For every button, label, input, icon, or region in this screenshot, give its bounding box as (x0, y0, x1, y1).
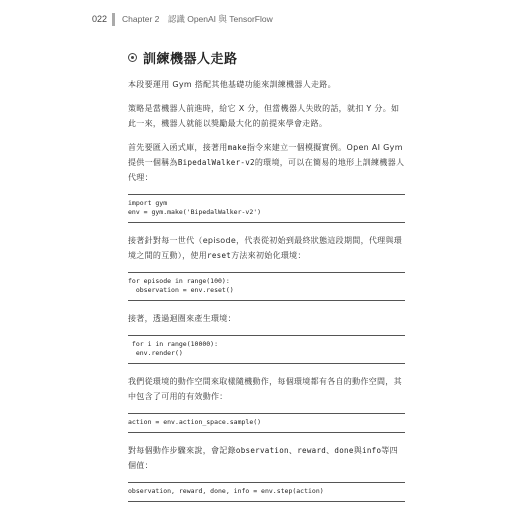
chapter-title: Chapter 2 認識 OpenAI 與 TensorFlow (122, 14, 273, 24)
code-block-render: for i in range(10000): env.render() (128, 335, 405, 364)
inline-code-make: make (227, 143, 247, 152)
page-number: 022 (92, 14, 108, 24)
section-title: 訓練機器人走路 (143, 52, 238, 67)
text: 、 (288, 446, 298, 455)
code-block-step: observation, reward, done, info = env.step(action) (128, 482, 405, 502)
text: 對每個動作步驟來說，會記錄 (128, 446, 236, 455)
page-content (128, 48, 405, 512)
target-bullet-icon (128, 53, 137, 62)
text: 方法來初始化環境： (231, 251, 306, 260)
text: 指令來建立一個模擬實例。Open AI Gym 提供一個稱為 (128, 143, 403, 167)
text: 首先要匯入函式庫，接著用 (128, 143, 228, 152)
page-header (92, 12, 273, 26)
paragraph-action-space: 我們從環境的動作空間來取樣隨機動作，每個環境都有各自的動作空間，其中包含了可用的有效動作： (128, 377, 402, 401)
paragraph-episode (128, 233, 405, 263)
paragraph-import (128, 140, 405, 185)
header-divider (112, 13, 115, 26)
text: 接著針對每一世代（episode，代表從初始到最終狀態這段期間，代理與環境之間的互動），使用 (128, 236, 403, 260)
paragraph-step (128, 443, 405, 473)
section-heading (128, 48, 405, 67)
text: 、 (326, 446, 335, 455)
paragraph-loop: 接著，透過迴圈來產生環境： (128, 314, 236, 323)
code-block-sample: action = env.action_space.sample() (128, 413, 405, 433)
code-block-import: import gym env = gym.make('BipedalWalker-v2') (128, 194, 405, 223)
inline-code-reward: reward (297, 446, 327, 455)
code-block-episode: for episode in range(100): observation = env.reset() (128, 272, 405, 301)
inline-code-observation: observation (235, 446, 289, 455)
inline-code-done: done (334, 446, 354, 455)
inline-code-info: info (362, 446, 382, 455)
inline-code-reset: reset (207, 251, 232, 260)
paragraph-intro: 本段要運用 Gym 搭配其他基礎功能來訓練機器人走路。 (128, 80, 336, 89)
text: 等四個值： (128, 446, 398, 470)
inline-code-env-name: BipedalWalker-v2 (177, 158, 255, 167)
text: 與 (353, 446, 362, 455)
text: 的環境，可以在簡易的地形上訓練機器人代理： (128, 158, 405, 182)
paragraph-strategy: 策略是當機器人前進時，給它 X 分，但當機器人失敗的話，就扣 Y 分。如此一來，機器人就能以獎勵最大化的前提來學會走路。 (128, 104, 400, 128)
